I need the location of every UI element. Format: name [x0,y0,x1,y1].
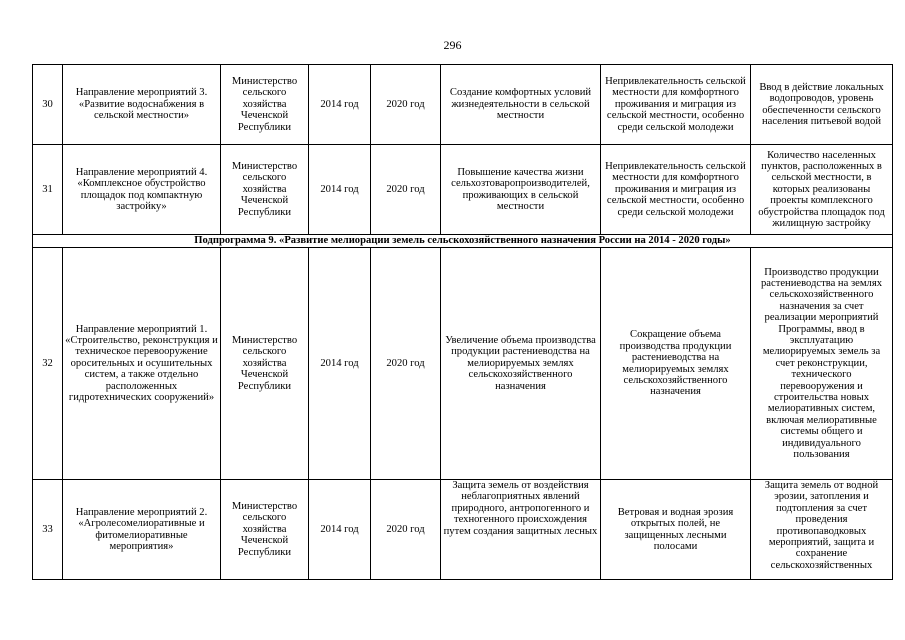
table-row-33 [33,480,893,580]
subprogram-header-row [33,235,893,248]
measure-name: Направление мероприятий 3. «Развитие водоснабжения в сельской местности» [63,65,221,145]
row-number: 30 [33,65,63,145]
measure-name: Направление мероприятий 4. «Комплексное обустройство площадок под компактную застройку» [63,145,221,235]
end-year: 2020 год [371,480,441,580]
target-indicator: Количество населенных пунктов, расположенных в сельской местности, в которых реализованы проекты комплексного обустройства площадок под жилищную застройку [751,145,893,235]
start-year: 2014 год [309,145,371,235]
subprogram-title: Подпрограмма 9. «Развитие мелиорации земель сельскохозяйственного назначения России на 2014 - 2020 годы» [33,235,893,248]
start-year: 2014 год [309,480,371,580]
expected-result: Защита земель от воздействия неблагоприятных явлений природного, антропогенного и техногенного происхождения путем создания защитных лесных [443,480,598,537]
measure-name: Направление мероприятий 2. «Агролесомелиоративные и фитомелиоративные мероприятия» [63,480,221,580]
executor: Министерство сельского хозяйства Чеченской Республики [221,145,309,235]
expected-result-cell [441,480,601,580]
start-year: 2014 год [309,65,371,145]
table-row-30 [33,65,893,145]
measure-name: Направление мероприятий 1. «Строительство, реконструкция и техническое перевооружение оросительных и осушительных систем, а также отдельно расположенных гидротехнических сооружений» [63,248,221,480]
row-number: 33 [33,480,63,580]
end-year: 2020 год [371,248,441,480]
page-number: 296 [443,38,462,52]
target-indicator-cell [751,480,893,580]
expected-result: Создание комфортных условий жизнедеятельности в сельской местности [441,65,601,145]
end-year: 2020 год [371,145,441,235]
non-implementation-consequence: Сокращение объема производства продукции растениеводства на мелиорируемых землях сельскохозяйственного назначения [601,248,751,480]
end-year: 2020 год [371,65,441,145]
executor: Министерство сельского хозяйства Чеченской Республики [221,65,309,145]
target-indicator: Защита земель от водной эрозии, затопления и подтопления за счет проведения противопаводковых мероприятий, защита и сохранение сельскохозяйственных [764,480,879,571]
target-indicator: Ввод в действие локальных водопроводов, уровень обеспеченности сельского населения питьевой водой [751,65,893,145]
row-number: 31 [33,145,63,235]
expected-result: Повышение качества жизни сельхозтоваропроизводителей, проживающих в сельской местности [441,145,601,235]
non-implementation-consequence: Непривлекательность сельской местности для комфортного проживания и миграция из сельской местности, особенно среди сельской молодежи [601,145,751,235]
table-row-31 [33,145,893,235]
start-year: 2014 год [309,248,371,480]
non-implementation-consequence: Непривлекательность сельской местности для комфортного проживания и миграция из сельской местности, особенно среди сельской молодежи [601,65,751,145]
non-implementation-consequence: Ветровая и водная эрозия открытых полей, не защищенных лесными полосами [601,480,751,580]
measures-table [32,64,893,580]
expected-result: Увеличение объема производства продукции растениеводства на мелиорируемых землях сельскохозяйственного назначения [441,248,601,480]
executor: Министерство сельского хозяйства Чеченской Республики [221,480,309,580]
row-number: 32 [33,248,63,480]
target-indicator: Производство продукции растениеводства на землях сельскохозяйственного назначения за счет реализации мероприятий Программы, ввод в эксплуатацию мелиорируемых земель за счет реконструкции, технического перевооружения и строительства новых мелиоративных систем, включая мелиоративные системы общего и индивидуального пользования [751,248,893,480]
table-row-32 [33,248,893,480]
executor: Министерство сельского хозяйства Чеченской Республики [221,248,309,480]
